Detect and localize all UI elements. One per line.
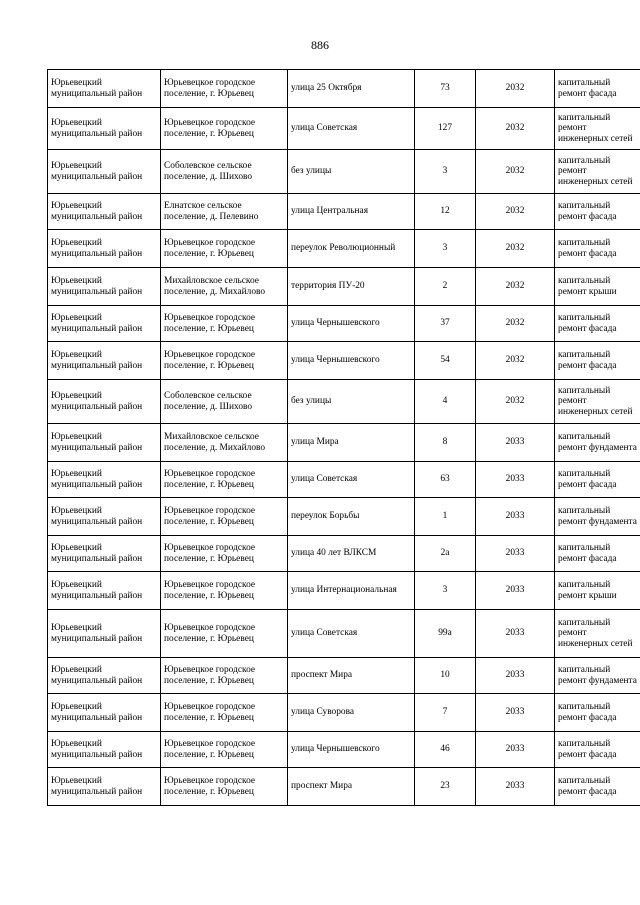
street-cell: улица Советская xyxy=(288,108,415,150)
work-type-cell: капитальный ремонт фасада xyxy=(555,306,640,342)
year-cell: 2033 xyxy=(476,462,555,498)
work-type-cell: капитальный ремонт инженерных сетей xyxy=(555,380,640,424)
house-number-cell: 73 xyxy=(415,70,476,108)
street-cell: улица Советская xyxy=(288,462,415,498)
district-cell: Юрьевецкий муниципальный район xyxy=(48,768,161,806)
work-type-cell: капитальный ремонт фундамента xyxy=(555,498,640,536)
table-row xyxy=(48,572,640,610)
work-type-cell: капитальный ремонт фасада xyxy=(555,536,640,572)
settlement-cell: Юрьевецкое городское поселение, г. Юрьевец xyxy=(161,342,288,380)
house-number-cell: 63 xyxy=(415,462,476,498)
settlement-cell: Юрьевецкое городское поселение, г. Юрьевец xyxy=(161,610,288,658)
settlement-cell: Соболевское сельское поселение, д. Шихово xyxy=(161,150,288,194)
settlement-cell: Юрьевецкое городское поселение, г. Юрьевец xyxy=(161,572,288,610)
district-cell: Юрьевецкий муниципальный район xyxy=(48,306,161,342)
street-cell: улица Советская xyxy=(288,610,415,658)
street-cell: без улицы xyxy=(288,150,415,194)
settlement-cell: Юрьевецкое городское поселение, г. Юрьевец xyxy=(161,732,288,768)
settlement-cell: Юрьевецкое городское поселение, г. Юрьевец xyxy=(161,768,288,806)
district-cell: Юрьевецкий муниципальный район xyxy=(48,694,161,732)
house-number-cell: 46 xyxy=(415,732,476,768)
district-cell: Юрьевецкий муниципальный район xyxy=(48,462,161,498)
district-cell: Юрьевецкий муниципальный район xyxy=(48,194,161,230)
house-number-cell: 7 xyxy=(415,694,476,732)
work-type-cell: капитальный ремонт фасада xyxy=(555,768,640,806)
street-cell: переулок Революционный xyxy=(288,230,415,268)
district-cell: Юрьевецкий муниципальный район xyxy=(48,572,161,610)
house-number-cell: 8 xyxy=(415,424,476,462)
settlement-cell: Юрьевецкое городское поселение, г. Юрьевец xyxy=(161,306,288,342)
year-cell: 2032 xyxy=(476,268,555,306)
work-type-cell: капитальный ремонт фасада xyxy=(555,194,640,230)
district-cell: Юрьевецкий муниципальный район xyxy=(48,732,161,768)
housing-repair-table xyxy=(47,69,640,806)
year-cell: 2033 xyxy=(476,424,555,462)
year-cell: 2032 xyxy=(476,230,555,268)
table-row xyxy=(48,610,640,658)
district-cell: Юрьевецкий муниципальный район xyxy=(48,380,161,424)
district-cell: Юрьевецкий муниципальный район xyxy=(48,108,161,150)
work-type-cell: капитальный ремонт фасада xyxy=(555,732,640,768)
table-row xyxy=(48,732,640,768)
house-number-cell: 4 xyxy=(415,380,476,424)
table-row xyxy=(48,658,640,694)
house-number-cell: 12 xyxy=(415,194,476,230)
street-cell: улица Интернациональная xyxy=(288,572,415,610)
street-cell: территория ПУ-20 xyxy=(288,268,415,306)
work-type-cell: капитальный ремонт инженерных сетей xyxy=(555,610,640,658)
year-cell: 2032 xyxy=(476,380,555,424)
district-cell: Юрьевецкий муниципальный район xyxy=(48,424,161,462)
district-cell: Юрьевецкий муниципальный район xyxy=(48,150,161,194)
table-row xyxy=(48,306,640,342)
year-cell: 2033 xyxy=(476,498,555,536)
work-type-cell: капитальный ремонт фасада xyxy=(555,462,640,498)
house-number-cell: 10 xyxy=(415,658,476,694)
street-cell: улица 25 Октября xyxy=(288,70,415,108)
year-cell: 2033 xyxy=(476,732,555,768)
page-number: 886 xyxy=(311,38,329,52)
work-type-cell: капитальный ремонт фундамента xyxy=(555,658,640,694)
table-row xyxy=(48,108,640,150)
table-row xyxy=(48,424,640,462)
work-type-cell: капитальный ремонт крыши xyxy=(555,268,640,306)
year-cell: 2033 xyxy=(476,768,555,806)
settlement-cell: Юрьевецкое городское поселение, г. Юрьевец xyxy=(161,70,288,108)
year-cell: 2033 xyxy=(476,536,555,572)
year-cell: 2033 xyxy=(476,572,555,610)
district-cell: Юрьевецкий муниципальный район xyxy=(48,230,161,268)
settlement-cell: Юрьевецкое городское поселение, г. Юрьевец xyxy=(161,230,288,268)
table-row xyxy=(48,150,640,194)
table-body xyxy=(48,70,640,806)
house-number-cell: 2а xyxy=(415,536,476,572)
street-cell: проспект Мира xyxy=(288,658,415,694)
table-row xyxy=(48,70,640,108)
settlement-cell: Михайловское сельское поселение, д. Михайлово xyxy=(161,268,288,306)
year-cell: 2032 xyxy=(476,150,555,194)
year-cell: 2032 xyxy=(476,342,555,380)
table-row xyxy=(48,498,640,536)
house-number-cell: 3 xyxy=(415,150,476,194)
street-cell: улица Чернышевского xyxy=(288,306,415,342)
settlement-cell: Соболевское сельское поселение, д. Шихово xyxy=(161,380,288,424)
year-cell: 2032 xyxy=(476,306,555,342)
district-cell: Юрьевецкий муниципальный район xyxy=(48,658,161,694)
settlement-cell: Юрьевецкое городское поселение, г. Юрьевец xyxy=(161,658,288,694)
house-number-cell: 1 xyxy=(415,498,476,536)
table-row xyxy=(48,694,640,732)
street-cell: улица Суворова xyxy=(288,694,415,732)
street-cell: переулок Борьбы xyxy=(288,498,415,536)
settlement-cell: Юрьевецкое городское поселение, г. Юрьевец xyxy=(161,536,288,572)
year-cell: 2032 xyxy=(476,194,555,230)
house-number-cell: 2 xyxy=(415,268,476,306)
district-cell: Юрьевецкий муниципальный район xyxy=(48,268,161,306)
table-row xyxy=(48,194,640,230)
district-cell: Юрьевецкий муниципальный район xyxy=(48,342,161,380)
house-number-cell: 37 xyxy=(415,306,476,342)
table-row xyxy=(48,768,640,806)
year-cell: 2033 xyxy=(476,694,555,732)
work-type-cell: капитальный ремонт инженерных сетей xyxy=(555,108,640,150)
table-row xyxy=(48,342,640,380)
settlement-cell: Юрьевецкое городское поселение, г. Юрьевец xyxy=(161,498,288,536)
work-type-cell: капитальный ремонт инженерных сетей xyxy=(555,150,640,194)
settlement-cell: Юрьевецкое городское поселение, г. Юрьевец xyxy=(161,108,288,150)
work-type-cell: капитальный ремонт фасада xyxy=(555,70,640,108)
settlement-cell: Юрьевецкое городское поселение, г. Юрьевец xyxy=(161,462,288,498)
house-number-cell: 99а xyxy=(415,610,476,658)
house-number-cell: 3 xyxy=(415,230,476,268)
work-type-cell: капитальный ремонт фасада xyxy=(555,342,640,380)
work-type-cell: капитальный ремонт фасада xyxy=(555,230,640,268)
work-type-cell: капитальный ремонт фасада xyxy=(555,694,640,732)
table-row xyxy=(48,268,640,306)
year-cell: 2033 xyxy=(476,658,555,694)
district-cell: Юрьевецкий муниципальный район xyxy=(48,498,161,536)
street-cell: проспект Мира xyxy=(288,768,415,806)
table-row xyxy=(48,380,640,424)
settlement-cell: Михайловское сельское поселение, д. Михайлово xyxy=(161,424,288,462)
work-type-cell: капитальный ремонт крыши xyxy=(555,572,640,610)
year-cell: 2032 xyxy=(476,70,555,108)
street-cell: улица Мира xyxy=(288,424,415,462)
year-cell: 2032 xyxy=(476,108,555,150)
street-cell: улица Центральная xyxy=(288,194,415,230)
street-cell: улица Чернышевского xyxy=(288,732,415,768)
district-cell: Юрьевецкий муниципальный район xyxy=(48,536,161,572)
district-cell: Юрьевецкий муниципальный район xyxy=(48,610,161,658)
house-number-cell: 3 xyxy=(415,572,476,610)
street-cell: улица 40 лет ВЛКСМ xyxy=(288,536,415,572)
settlement-cell: Юрьевецкое городское поселение, г. Юрьевец xyxy=(161,694,288,732)
house-number-cell: 23 xyxy=(415,768,476,806)
settlement-cell: Елнатское сельское поселение, д. Пелевино xyxy=(161,194,288,230)
table-row xyxy=(48,536,640,572)
year-cell: 2033 xyxy=(476,610,555,658)
district-cell: Юрьевецкий муниципальный район xyxy=(48,70,161,108)
house-number-cell: 54 xyxy=(415,342,476,380)
table-row xyxy=(48,462,640,498)
table-row xyxy=(48,230,640,268)
house-number-cell: 127 xyxy=(415,108,476,150)
work-type-cell: капитальный ремонт фундамента xyxy=(555,424,640,462)
street-cell: без улицы xyxy=(288,380,415,424)
street-cell: улица Чернышевского xyxy=(288,342,415,380)
